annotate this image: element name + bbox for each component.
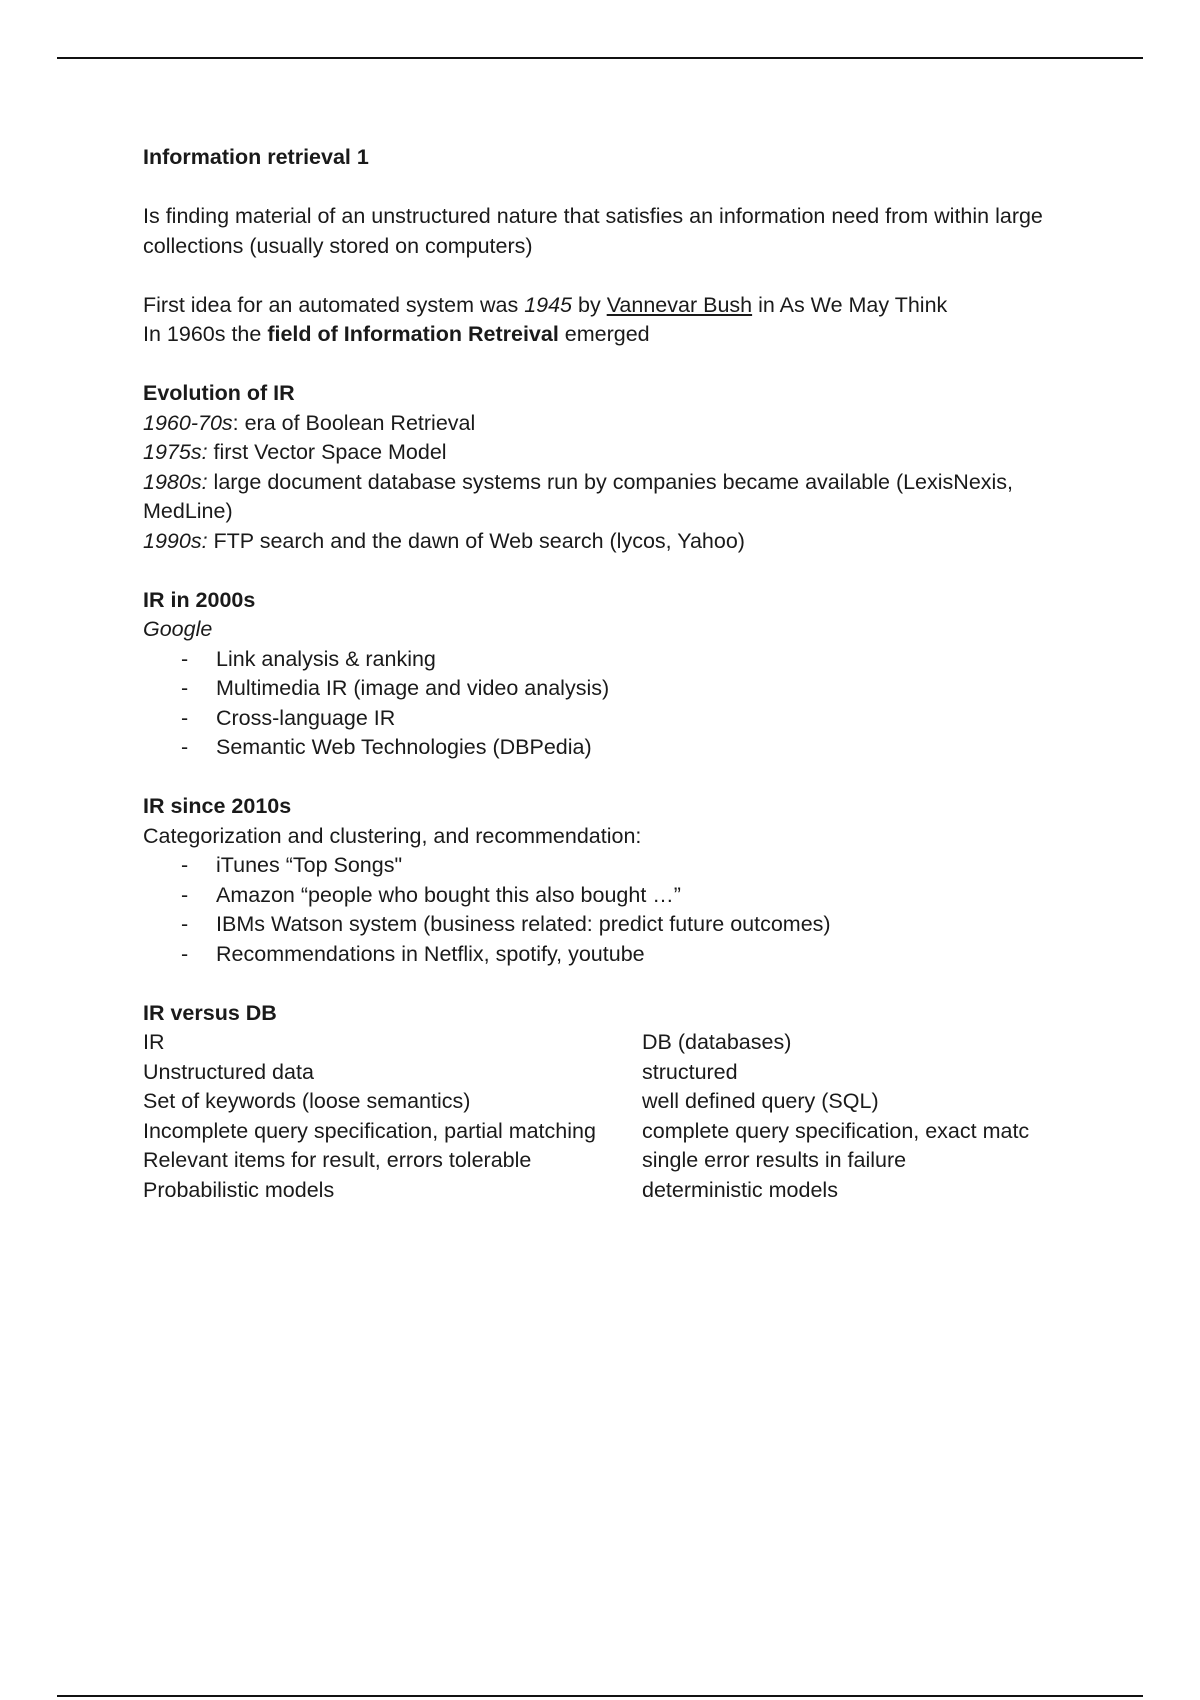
section-subheading-google: Google — [143, 617, 213, 641]
ir-cell: Incomplete query specification, partial matching — [143, 1118, 596, 1143]
evolution-era: 1990s: — [143, 528, 208, 553]
dash-bullet: - — [181, 735, 189, 759]
document-body — [143, 143, 1063, 1205]
list-item — [143, 910, 1063, 940]
history-text: In 1960s the — [143, 322, 268, 346]
dash-bullet: - — [181, 646, 189, 671]
table-row — [143, 1087, 1063, 1117]
list-item — [143, 881, 1063, 911]
db-cell: well defined query (SQL) — [642, 1089, 879, 1113]
ir2010-bullet-list — [143, 851, 1063, 969]
ir-cell: IR — [143, 1030, 165, 1054]
dash-bullet: - — [181, 882, 189, 907]
evolution-text: : era of Boolean Retrieval — [232, 410, 476, 435]
evolution-era: 1975s: — [143, 440, 208, 464]
page-top-rule — [57, 57, 1143, 59]
list-item-text: Link analysis & ranking — [216, 646, 436, 671]
document-title: Information retrieval 1 — [143, 145, 369, 169]
list-item-text: Recommendations in Netflix, spotify, youtube — [216, 941, 645, 966]
history-field: field of Information Retreival — [267, 322, 559, 346]
list-item-text: iTunes “Top Songs" — [216, 853, 403, 877]
ir-cell: Relevant items for result, errors tolerable — [143, 1148, 532, 1172]
list-item — [143, 674, 1063, 704]
comparison-table — [143, 1028, 1063, 1205]
list-item-text: Semantic Web Technologies (DBPedia) — [216, 735, 592, 759]
list-item-text: IBMs Watson system (business related: predict future outcomes) — [216, 912, 831, 936]
section-intro-2010s: Categorization and clustering, and recommendation: — [143, 823, 642, 848]
evolution-item — [143, 468, 1063, 527]
db-cell: DB (databases) — [642, 1030, 792, 1054]
dash-bullet: - — [181, 853, 189, 877]
section-heading-evolution: Evolution of IR — [143, 381, 295, 405]
ir-cell: Unstructured data — [143, 1059, 314, 1084]
history-year: 1945 — [524, 292, 573, 317]
history-source: in As We May Think — [752, 292, 948, 317]
table-row — [143, 1176, 1063, 1206]
page-bottom-rule — [57, 1695, 1143, 1697]
history-text: emerged — [558, 322, 650, 346]
dash-bullet: - — [181, 912, 189, 936]
ir-cell: Set of keywords (loose semantics) — [143, 1089, 471, 1113]
db-cell: deterministic models — [642, 1177, 838, 1202]
list-item — [143, 940, 1063, 970]
definition-paragraph: Is finding material of an unstructured nature that satisfies an information need from within large collections (usually stored on computers) — [143, 204, 1043, 258]
table-row — [143, 1058, 1063, 1088]
evolution-list — [143, 409, 1063, 557]
person-link[interactable]: Vannevar Bush — [606, 292, 753, 317]
evolution-item — [143, 527, 1063, 557]
db-cell: single error results in failure — [642, 1148, 907, 1172]
history-line-2 — [143, 320, 1063, 350]
section-heading-2000s: IR in 2000s — [143, 587, 256, 612]
evolution-item — [143, 438, 1063, 468]
list-item — [143, 733, 1063, 763]
evolution-text: large document database systems run by companies became available (LexisNexis, MedLine) — [143, 469, 1014, 523]
table-row — [143, 1028, 1063, 1058]
dash-bullet: - — [181, 705, 189, 730]
history-line-1 — [143, 291, 1063, 321]
db-cell: structured — [642, 1059, 738, 1084]
evolution-era: 1980s: — [143, 469, 208, 494]
evolution-text: first Vector Space Model — [207, 440, 447, 464]
ir-cell: Probabilistic models — [143, 1177, 335, 1202]
list-item-text: Multimedia IR (image and video analysis) — [216, 676, 610, 700]
list-item-text: Cross-language IR — [216, 705, 396, 730]
section-heading-ir-vs-db: IR versus DB — [143, 1000, 277, 1025]
db-cell: complete query specification, exact matc — [642, 1118, 1030, 1143]
list-item — [143, 645, 1063, 675]
evolution-era: 1960-70s — [143, 410, 233, 435]
evolution-text: FTP search and the dawn of Web search (lycos, Yahoo) — [207, 528, 745, 553]
ir2000-bullet-list — [143, 645, 1063, 763]
dash-bullet: - — [181, 941, 189, 966]
list-item — [143, 851, 1063, 881]
table-row — [143, 1117, 1063, 1147]
history-text: First idea for an automated system was — [143, 292, 525, 317]
evolution-item — [143, 409, 1063, 439]
list-item-text: Amazon “people who bought this also bought …” — [216, 882, 681, 907]
section-heading-2010s: IR since 2010s — [143, 794, 292, 818]
list-item — [143, 704, 1063, 734]
table-row — [143, 1146, 1063, 1176]
history-by: by — [572, 292, 607, 317]
dash-bullet: - — [181, 676, 189, 700]
